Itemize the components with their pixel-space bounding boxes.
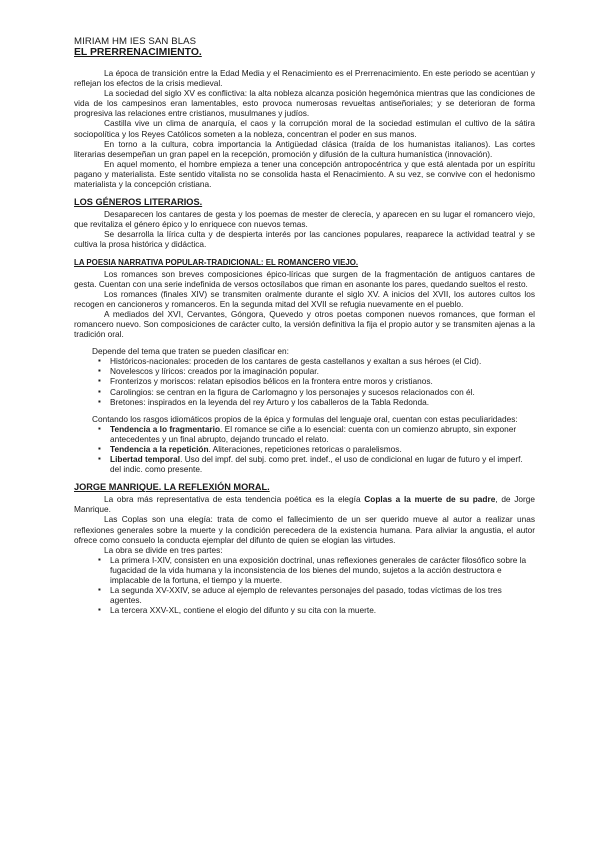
generos-paragraph: Se desarrolla la lírica culta y de despierta interés por las canciones populares, reaparece la actividad teatral y se cultiva la prosa histórica y didáctica. xyxy=(74,229,535,250)
features-list xyxy=(74,424,535,474)
manrique-paragraph xyxy=(74,494,535,514)
list-item: ▪ La tercera XXV-XL, contiene el elogio del difunto y su cita con la muerte. xyxy=(98,605,535,615)
feature-text: . El romance se ciñe a lo esencial: cuenta con un comienzo abrupto, sin exponer antecedentes y un final abrupto, dejando truncado el relato. xyxy=(110,423,517,444)
list-item: ▪ Históricos-nacionales: proceden de los cantares de gesta castellanos y exaltan a sus héroes (el Cid). xyxy=(98,356,535,366)
intro-paragraph: La época de transición entre la Edad Media y el Renacimiento es el Prerrenacimiento. En este periodo se acentúan y reflejan los efectos de la crisis medieval. xyxy=(74,68,535,89)
feature-term: Tendencia a la repetición xyxy=(110,444,209,454)
manrique-paragraph: La obra se divide en tres partes: xyxy=(104,544,223,555)
manrique-text: , de Jorge Manrique. xyxy=(74,494,536,515)
work-title: Coplas a la muerte de su padre xyxy=(364,494,496,505)
list-item: ▪ La primera I-XIV, consisten en una exposición doctrinal, unas reflexiones generales de carácter filosófico sobre la fugacidad de la vida humana y la inconsistencia de los bienes del mundo, sujetos a la acción destructora e implacable de la fortuna, el tiempo y la muerte. xyxy=(98,555,535,585)
list-item xyxy=(98,444,535,454)
intro-paragraph: La sociedad del siglo XV es conflictiva: la alta nobleza alcanza posición hegemónica mientras que las condiciones de vida de los campesinos eran lamentables, esto provoca numerosas revueltas antiseñoriales; y se deterioran de forma progresiva las relaciones entre cristianos, musulmanes y judíos. xyxy=(74,88,535,119)
parts-list xyxy=(74,555,535,616)
section-heading-manrique: JORGE MANRIQUE. LA REFLEXIÓN MORAL. xyxy=(74,482,270,493)
intro-paragraph: Castilla vive un clima de anarquía, el caos y la corrupción moral de la sociedad estimulan el cultivo de la sátira sociopolítica y los Reyes Católicos someten a la nobleza, concentran el poder en sus manos. xyxy=(74,118,535,139)
manrique-paragraph: Las Coplas son una elegía: trata de como el fallecimiento de un ser querido mueve al autor a realizar unas reflexiones generales sobre la muerte y la condición perecedera de la existencia humana. Para aliviar la angustia, el autor ofrece como consuelo la conducta ejemplar del difunto de quien se elogian las virtudes. xyxy=(74,514,535,545)
page-title: EL PRERRENACIMIENTO. xyxy=(74,47,202,58)
feature-term: Libertad temporal xyxy=(110,454,181,465)
section-heading-generos: LOS GÉNEROS LITERARIOS. xyxy=(74,197,203,208)
list-item xyxy=(98,424,535,444)
manrique-text: La obra más representativa de esta tendencia poética es la elegía xyxy=(104,494,365,505)
list-item: ▪ La segunda XV-XXIV, se aduce al ejemplo de relevantes personajes del pasado, todas víctimas de los tres agentes. xyxy=(98,585,535,605)
feature-text: . Aliteraciones, repeticiones retoricas o paralelismos. xyxy=(208,444,402,454)
list-item: ▪ Carolingios: se centran en la figura de Carlomagno y los personajes y sucesos relacionados con él. xyxy=(98,387,535,397)
feature-text: . Uso del impf. del subj. como pret. indef., el uso de condicional en lugar de futuro y el imperf. del indic. como presente. xyxy=(110,454,523,475)
generos-paragraph: Desaparecen los cantares de gesta y los poemas de mester de clerecía, y aparecen en su lugar el romancero viejo, que revitaliza el género épico y lo enriquece con nuevos temas. xyxy=(74,209,535,230)
list-item: ▪ Fronterizos y moriscos: relatan episodios bélicos en la frontera entre moros y cristianos. xyxy=(98,376,535,386)
features-lead: Contando los rasgos idiomáticos propios de la épica y formulas del lenguaje oral, cuentan con estas peculiaridades: xyxy=(92,413,518,424)
intro-paragraph: En torno a la cultura, cobra importancia la Antigüedad clásica (traída de los humanistas italianos). Las cortes literarias desempeñan un gran papel en la recepción, promoción y difusión de la cultura humanística (innovación). xyxy=(74,138,535,159)
list-item: ▪ Novelescos y líricos: creados por la imaginación popular. xyxy=(98,366,535,376)
feature-term: Tendencia a lo fragmentario xyxy=(110,423,221,434)
classification-list xyxy=(74,356,535,406)
intro-paragraph: En aquel momento, el hombre empieza a tener una concepción antropocéntrica y que está alentada por un espíritu pagano y materialista. Este sentido vitalista no se consolida hasta el Renacimiento. A su vez, se convive con el hedonismo materialista y la concepción cristiana. xyxy=(74,158,535,190)
classification-lead: Depende del tema que traten se pueden clasificar en: xyxy=(92,346,289,357)
list-item xyxy=(98,454,535,474)
section-heading-romancero: LA POESIA NARRATIVA POPULAR-TRADICIONAL: EL ROMANCERO VIEJO. xyxy=(74,257,359,267)
romancero-paragraph: A mediados del XVI, Cervantes, Góngora, Quevedo y otros poetas componen nuevos romances, que forman el romancero nuevo. Son composiciones de carácter culto, la versión definitiva la fija el propio autor y se transmiten ajenas a la tradición oral. xyxy=(74,308,535,340)
list-item: ▪ Bretones: inspirados en la leyenda del rey Arturo y los caballeros de la Tabla Redonda. xyxy=(98,397,535,407)
author-line: MIRIAM HM IES SAN BLAS xyxy=(74,36,197,47)
romancero-paragraph: Los romances son breves composiciones épico-líricas que surgen de la fragmentación de antiguos cantares de gesta. Cuentan con una serie indefinida de versos octosílabos que riman en asonante los pares, quedando sueltos el resto. xyxy=(74,268,535,289)
romancero-paragraph: Los romances (finales XIV) se transmiten oralmente durante el siglo XV. A inicios del XVII, los autores cultos los recogen en cancioneros y romanceros. En la segunda mitad del XVII se refugia nuevamente en el pueblo. xyxy=(74,288,535,309)
